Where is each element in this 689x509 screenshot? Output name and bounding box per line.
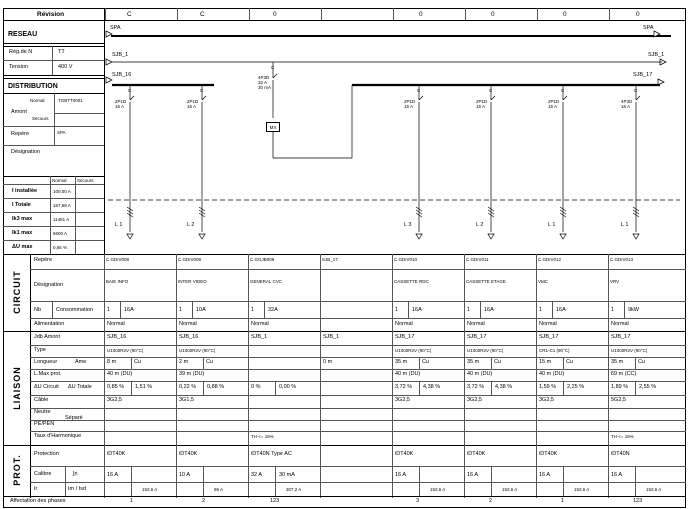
circuit-nb-value: 1 <box>395 307 399 313</box>
jdb-value: SJB_1 <box>251 334 268 340</box>
cable-value: 3G2,5 <box>467 397 482 403</box>
lmax-value: 40 m (DU) <box>467 371 493 377</box>
circuit-designation-value: VMC <box>538 279 548 284</box>
cell-divider <box>635 357 636 369</box>
cell-divider <box>203 357 204 369</box>
type-value: U1000R2V (90°C) <box>395 348 432 353</box>
circuit-designation-value: GENERAL CVC <box>250 279 283 284</box>
neutre-label: Neutre <box>34 409 51 415</box>
repere-value: SPA <box>57 130 66 135</box>
load-label: L 3 <box>404 222 412 228</box>
breaker-curve: C <box>489 88 493 93</box>
circuit-repere-value: C.GGJB009 <box>250 257 275 262</box>
row-line <box>30 318 686 319</box>
row-line <box>30 381 686 382</box>
cable-value: 3G2,5 <box>539 397 554 403</box>
ir-label: Ir <box>34 486 38 492</box>
col-divider <box>176 254 177 498</box>
cell-divider <box>203 466 204 496</box>
ame-value: Cu <box>422 359 430 365</box>
du-value: 3,72 % <box>467 384 485 390</box>
breaker-contact <box>202 96 206 100</box>
circuit-repere-value: C.GDIV009 <box>178 257 202 262</box>
load-symbol <box>127 234 133 239</box>
du-total-label: ΔU Totale <box>68 384 92 390</box>
dist-row-label: Ik1 max <box>12 230 33 236</box>
reseau-title: RESEAU <box>8 31 38 38</box>
cell-divider <box>419 381 420 395</box>
normal-value: TGBTT0001 <box>58 98 83 103</box>
load-symbol <box>416 234 422 239</box>
thd-value: TH <= 15% <box>251 434 274 439</box>
du-label: ΔU Circuit <box>34 384 59 390</box>
cell-divider <box>419 466 420 496</box>
cell-divider <box>635 466 636 496</box>
row-line <box>30 466 686 467</box>
lmax-label: L.Max prot. <box>34 371 62 377</box>
ame-label: Ame <box>75 359 87 365</box>
phase-value: 3 <box>416 498 420 504</box>
col-divider <box>104 254 105 498</box>
cell-divider <box>491 466 492 496</box>
cable-value: 3G2,5 <box>395 397 410 403</box>
protection-value: iDT40K <box>395 451 414 457</box>
circuit-nb-value: 1 <box>107 307 111 313</box>
circuit-nb-value: 1 <box>251 307 255 313</box>
breaker-contact <box>563 96 567 100</box>
lmax-value: 39 m (DU) <box>179 371 205 377</box>
load-symbol <box>199 234 205 239</box>
calibre-value: 16 A <box>467 472 479 478</box>
row-line <box>30 420 686 421</box>
ame-value: Cu <box>206 359 214 365</box>
circuit-alim-value: Normal <box>611 321 629 327</box>
breaker-rating: 2P1D <box>548 99 560 104</box>
breaker-rating: 4P3D <box>621 99 633 104</box>
circuit-repere-value: C.GDIV013 <box>610 257 634 262</box>
phase-value: 123 <box>270 498 280 504</box>
du-total-value: 1,51 % <box>135 384 153 390</box>
prot-section-label: PROT. <box>12 454 22 486</box>
cell-divider <box>65 466 66 496</box>
breaker-curve: C <box>271 65 275 70</box>
cable-label: Câble <box>34 397 49 403</box>
section-line <box>3 254 686 255</box>
longueur-value: 0 m <box>323 359 333 365</box>
lmax-value: 40 m (DU) <box>395 371 421 377</box>
normal-label: Normal <box>30 98 45 103</box>
dist-row-value: 11481 A <box>53 217 70 222</box>
revision-value: 0 <box>273 11 277 18</box>
in-value: 30 mA <box>279 472 295 478</box>
circuit-conso-label: Consommation <box>56 307 93 313</box>
revision-label: Révision <box>37 11 65 18</box>
revision-value: 0 <box>419 11 423 18</box>
jdb-value: SJB_16 <box>179 334 199 340</box>
col-divider <box>392 254 393 498</box>
circuit-designation-value: CASSETTE ETAGE <box>466 279 506 284</box>
circuit-repere-value: SJB_17 <box>322 257 338 262</box>
sjb16-label: SJB_16 <box>112 72 132 78</box>
thd-label: Taux d'Harmonique <box>34 433 82 439</box>
im-label: Im / Isd <box>68 486 87 492</box>
circuit-nb-label: Nb <box>34 307 42 313</box>
col-divider <box>464 254 465 498</box>
circuit-repere-value: C.GDIV011 <box>466 257 489 262</box>
protection-value: iDT40N Type AC <box>251 451 292 457</box>
circuit-alim-value: Normal <box>107 321 125 327</box>
breaker-rating: 4P3D <box>258 75 270 80</box>
calibre-value: 32 A <box>251 472 263 478</box>
breaker-contact <box>419 96 423 100</box>
du-total-value: 4,38 % <box>495 384 513 390</box>
repere-label: Repère <box>11 131 30 137</box>
jdb-value: SJB_17 <box>539 334 559 340</box>
row-line <box>30 357 686 358</box>
calibre-value: 16 A <box>395 472 407 478</box>
type-label: Type <box>34 347 46 353</box>
lmax-value: 40 m (DU) <box>539 371 565 377</box>
row-line <box>30 369 686 370</box>
cell-divider <box>131 466 132 496</box>
jdb-value: SJB_16 <box>107 334 127 340</box>
type-value: CR1-C1 (90°C) <box>539 348 570 353</box>
circuit-repere-value: C.GDIV010 <box>394 257 418 262</box>
im-value: 153,6 A <box>430 487 446 492</box>
phase-value: 2 <box>489 498 493 504</box>
cable-value: 5G2,5 <box>611 397 626 403</box>
separe-label: Séparé <box>65 415 83 421</box>
breaker-rating: 30 mA <box>258 85 272 90</box>
cell-divider <box>563 466 564 496</box>
circuit-conso-value: 32A <box>268 307 278 313</box>
calibre-value: 10 A <box>179 472 191 478</box>
du-total-value: 4,38 % <box>423 384 441 390</box>
breaker-rating: 2P1D <box>404 99 416 104</box>
sjb1-arrow-left <box>106 59 112 65</box>
section-line <box>3 331 686 332</box>
load-label: L 1 <box>548 222 556 228</box>
type-value: U1000R2V (90°C) <box>179 348 216 353</box>
reg-value: TT <box>58 49 65 55</box>
du-value: 0 % <box>251 384 261 390</box>
cell-divider <box>491 357 492 369</box>
spa-arrow-right <box>654 31 660 37</box>
breaker-rating: 2P1D <box>476 99 488 104</box>
jdb-value: SJB_17 <box>611 334 631 340</box>
jdb-value: SJB_17 <box>395 334 415 340</box>
cell-divider <box>203 381 204 395</box>
dist-row-label: ΔU max <box>12 244 33 250</box>
protection-value: iDT40K <box>179 451 198 457</box>
protection-value: iDT40K <box>539 451 558 457</box>
dist-row-label: I Totale <box>12 202 31 208</box>
breaker-rating: 32 A <box>258 80 268 85</box>
im-value: 153,6 A <box>574 487 590 492</box>
section-line <box>3 445 686 446</box>
protection-label: Protection <box>34 451 59 457</box>
dist-row-value: 167,68 A <box>53 203 71 208</box>
circuit-designation-value: VRV <box>610 279 620 284</box>
row-line <box>30 301 686 302</box>
cell-divider <box>264 301 265 318</box>
revision-value: 0 <box>636 11 640 18</box>
amont-label: Amont <box>11 109 27 115</box>
cable-value: 3G2,5 <box>107 397 122 403</box>
phase-value: 123 <box>633 498 643 504</box>
du-value: 1,89 % <box>611 384 629 390</box>
breaker-contact <box>636 96 640 100</box>
du-value: 0,22 % <box>179 384 197 390</box>
circuit-alim-value: Normal <box>395 321 413 327</box>
revision-value: C <box>127 11 132 18</box>
cell-divider <box>275 381 276 395</box>
load-label: L 2 <box>187 222 195 228</box>
cell-divider <box>635 381 636 395</box>
protection-value: iDT40K <box>467 451 486 457</box>
designation-label: Désignation <box>11 149 41 155</box>
spa-label-right: SPA <box>643 25 654 31</box>
ame-value: Cu <box>638 359 646 365</box>
longueur-value: 15 m <box>539 359 552 365</box>
im-value: 153,6 A <box>502 487 518 492</box>
circuit-alim-value: Normal <box>467 321 485 327</box>
row-line <box>30 395 686 396</box>
du-value: 1,59 % <box>539 384 557 390</box>
circuit-designation-value: CASSETTE RDC <box>394 279 429 284</box>
breaker-curve: C <box>417 88 421 93</box>
thd-value: TH <= 15% <box>611 434 634 439</box>
dist-row-value: 0,66 % <box>53 245 68 250</box>
row-line <box>30 269 686 270</box>
row-line <box>30 431 686 432</box>
row-line <box>30 482 686 483</box>
col-divider <box>248 254 249 498</box>
spa-label: SPA <box>110 25 121 31</box>
revision-value: 0 <box>491 11 495 18</box>
breaker-contact <box>130 96 134 100</box>
sjb1-label: SJB_1 <box>112 52 129 58</box>
cell-divider <box>624 301 625 318</box>
type-value: U1000R2V (90°C) <box>467 348 504 353</box>
cell-divider <box>480 301 481 318</box>
col-divider <box>608 254 609 498</box>
cell-divider <box>552 301 553 318</box>
im-value: 153,6 A <box>646 487 662 492</box>
circuit-conso-value: 9kW <box>628 307 639 313</box>
breaker-rating: 16 A <box>404 104 414 109</box>
breaker-rating: 2P1D <box>187 99 199 104</box>
circuit-alim-value: Normal <box>539 321 557 327</box>
ame-value: Cu <box>566 359 574 365</box>
spa-arrow-left <box>106 31 112 37</box>
in-label: I̲n <box>73 471 78 477</box>
circuit-section-label: CIRCUIT <box>12 270 22 314</box>
longueur-value: 35 m <box>395 359 408 365</box>
breaker-rating: 16 A <box>548 104 558 109</box>
secours-label: Secours <box>32 116 49 121</box>
circuit-alim-value: Normal <box>179 321 197 327</box>
breaker-curve: C <box>561 88 565 93</box>
ame-value: Cu <box>134 359 142 365</box>
revision-value: 0 <box>563 11 567 18</box>
col-divider <box>536 254 537 498</box>
load-symbol <box>488 234 494 239</box>
dist-row-label: Ik3 max <box>12 216 33 222</box>
phase-value: 1 <box>561 498 565 504</box>
load-label: L 1 <box>621 222 629 228</box>
row-line <box>30 408 686 409</box>
im-value: 307,2 A <box>286 487 302 492</box>
jdb-value: SJB_17 <box>467 334 487 340</box>
circuit-conso-value: 16A <box>484 307 494 313</box>
circuit-nb-value: 1 <box>467 307 471 313</box>
cell-divider <box>563 357 564 369</box>
circuit-designation-value: BAIE INFO <box>106 279 129 284</box>
breaker-curve: C <box>634 88 638 93</box>
cell-divider <box>131 381 132 395</box>
calibre-value: 16 A <box>611 472 623 478</box>
protection-value: iDT40N <box>611 451 630 457</box>
footer-line <box>3 496 686 497</box>
circuit-repere-label: Repère <box>34 257 53 263</box>
longueur-value: 35 m <box>467 359 480 365</box>
sjb1-label-right: SJB_1 <box>648 52 665 58</box>
ame-value: Cu <box>494 359 502 365</box>
mx-relay-box: MX <box>266 122 280 132</box>
breaker-rating: 16 A <box>187 104 197 109</box>
du-value: 0,85 % <box>107 384 125 390</box>
calibre-label: Calibre <box>34 471 52 477</box>
jdb-label: Jdb Amont <box>34 334 60 340</box>
cell-divider <box>192 301 193 318</box>
circuit-designation-label: Désignation <box>34 282 64 288</box>
circuit-conso-value: 16A <box>124 307 134 313</box>
cell-divider <box>491 381 492 395</box>
section-label-divider <box>30 254 31 498</box>
phase-value: 2 <box>202 498 206 504</box>
reg-label: Rég.de N <box>9 49 33 55</box>
dist-row-value: 6600 A <box>53 231 68 236</box>
du-value: 3,72 % <box>395 384 413 390</box>
circuit-conso-value: 10A <box>196 307 206 313</box>
cell-divider <box>52 301 53 318</box>
jdb-value: SJB_1 <box>323 334 340 340</box>
circuit-nb-value: 1 <box>539 307 543 313</box>
longueur-value: 8 m <box>107 359 117 365</box>
footer-label: Affectation des phases <box>10 498 66 504</box>
cell-divider <box>408 301 409 318</box>
col-divider <box>320 254 321 498</box>
breaker-rating: 16 A <box>115 104 125 109</box>
liaison-section-label: LIAISON <box>12 366 22 410</box>
lmax-value: 40 m (DU) <box>107 371 133 377</box>
circuit-repere-value: C.GDIV012 <box>538 257 562 262</box>
breaker-rating: 16 A <box>621 104 631 109</box>
type-value: U1000R2V (90°C) <box>107 348 144 353</box>
revision-value: C <box>200 11 205 18</box>
circuit-alim-value: Normal <box>251 321 269 327</box>
circuit-conso-value: 16A <box>556 307 566 313</box>
calibre-value: 16 A <box>107 472 119 478</box>
breaker-curve: C <box>128 88 132 93</box>
longueur-value: 2 m <box>179 359 189 365</box>
row-line <box>30 345 686 346</box>
cell-divider <box>563 381 564 395</box>
load-symbol <box>560 234 566 239</box>
col-secours: Secours <box>77 178 94 183</box>
cable-value: 3G1,5 <box>179 397 194 403</box>
breaker-curve: C <box>200 88 204 93</box>
cell-divider <box>419 357 420 369</box>
dist-row-label: I installée <box>12 188 38 194</box>
lmax-value: 69 m (CC) <box>611 371 637 377</box>
circuit-alim-label: Alimentation <box>34 321 65 327</box>
distribution-title: DISTRIBUTION <box>8 83 58 90</box>
circuit-repere-value: C.GDIV008 <box>106 257 130 262</box>
du-total-value: 2,55 % <box>639 384 657 390</box>
du-total-value: 0,88 % <box>207 384 225 390</box>
breaker-rating: 2P1D <box>115 99 127 104</box>
breaker-rating: 16 A <box>476 104 486 109</box>
type-value: U1000R2V (90°C) <box>611 348 648 353</box>
tension-value: 400 V <box>58 64 73 70</box>
pepen-label: PE/PEN <box>34 421 55 427</box>
load-label: L 2 <box>476 222 484 228</box>
phase-value: 1 <box>130 498 134 504</box>
sjb17-label: SJB_17 <box>633 72 653 78</box>
dist-row-value: 100,00 A <box>53 189 71 194</box>
load-symbol <box>633 234 639 239</box>
cell-divider <box>120 301 121 318</box>
circuit-conso-value: 16A <box>412 307 422 313</box>
cell-divider <box>131 357 132 369</box>
calibre-value: 16 A <box>539 472 551 478</box>
longueur-value: 35 m <box>611 359 624 365</box>
im-value: 153,6 A <box>142 487 158 492</box>
longueur-label: Longueur <box>34 359 58 365</box>
breaker-contact <box>273 74 277 78</box>
breaker-contact <box>491 96 495 100</box>
du-total-value: 2,25 % <box>567 384 585 390</box>
cell-divider <box>275 466 276 496</box>
im-value: 96 A <box>214 487 224 492</box>
circuit-nb-value: 1 <box>179 307 183 313</box>
protection-value: iDT40K <box>107 451 126 457</box>
tension-label: Tension <box>9 64 28 70</box>
load-label: L 1 <box>115 222 123 228</box>
circuit-designation-value: INTER VIDEO <box>178 279 207 284</box>
col-normal: Normal <box>52 178 67 183</box>
du-total-value: 0,00 % <box>279 384 297 390</box>
circuit-nb-value: 1 <box>611 307 615 313</box>
